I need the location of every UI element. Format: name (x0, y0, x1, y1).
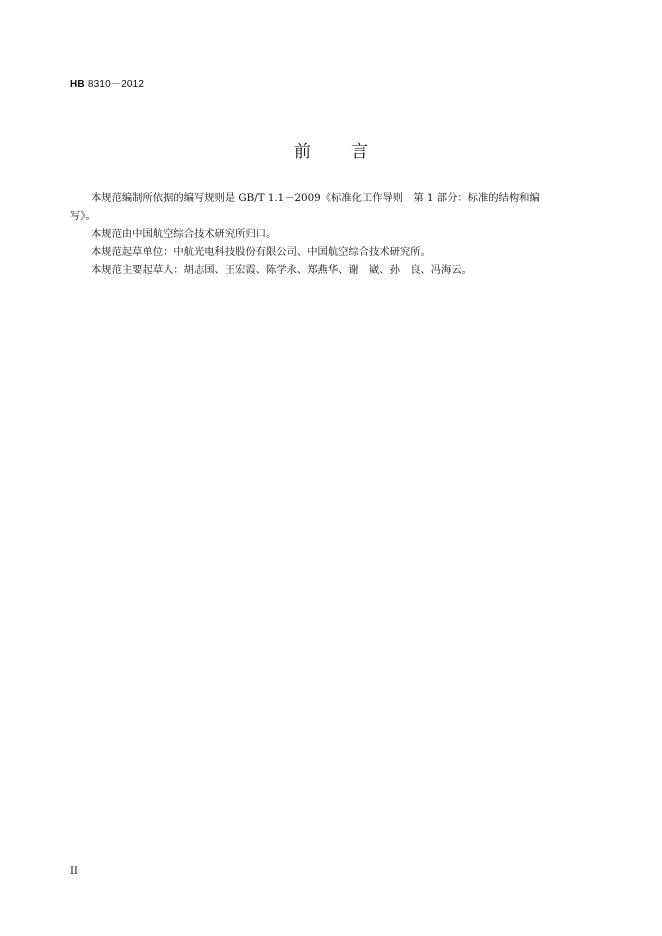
paragraph-line: 本规范编制所依据的编写规则是 GB/T 1.1－2009《标准化工作导则 第 1 部分：标准的结构和编 (91, 192, 540, 204)
paragraph-responsible-org: 本规范由中国航空综合技术研究所归口。 (91, 228, 277, 240)
paragraph-drafting-rules (70, 189, 595, 225)
page-number: II (70, 866, 78, 877)
standard-code-prefix: HB (70, 79, 85, 90)
paragraph-drafters: 本规范主要起草人：胡志国、王宏霞、陈学永、郑燕华、谢 崴、孙 良、冯海云。 (91, 264, 472, 276)
paragraph-line: 写》。 (70, 210, 96, 222)
foreword-body (70, 189, 595, 279)
section-title-char-2: 言 (351, 142, 368, 162)
section-title (0, 137, 662, 162)
standard-code-number: 8310－2012 (87, 79, 145, 90)
paragraph-drafting-units: 本规范起草单位：中航光电科技股份有限公司、中国航空综合技术研究所。 (91, 246, 431, 258)
section-title-char-1: 前 (294, 142, 311, 162)
standard-code-header (70, 75, 144, 90)
